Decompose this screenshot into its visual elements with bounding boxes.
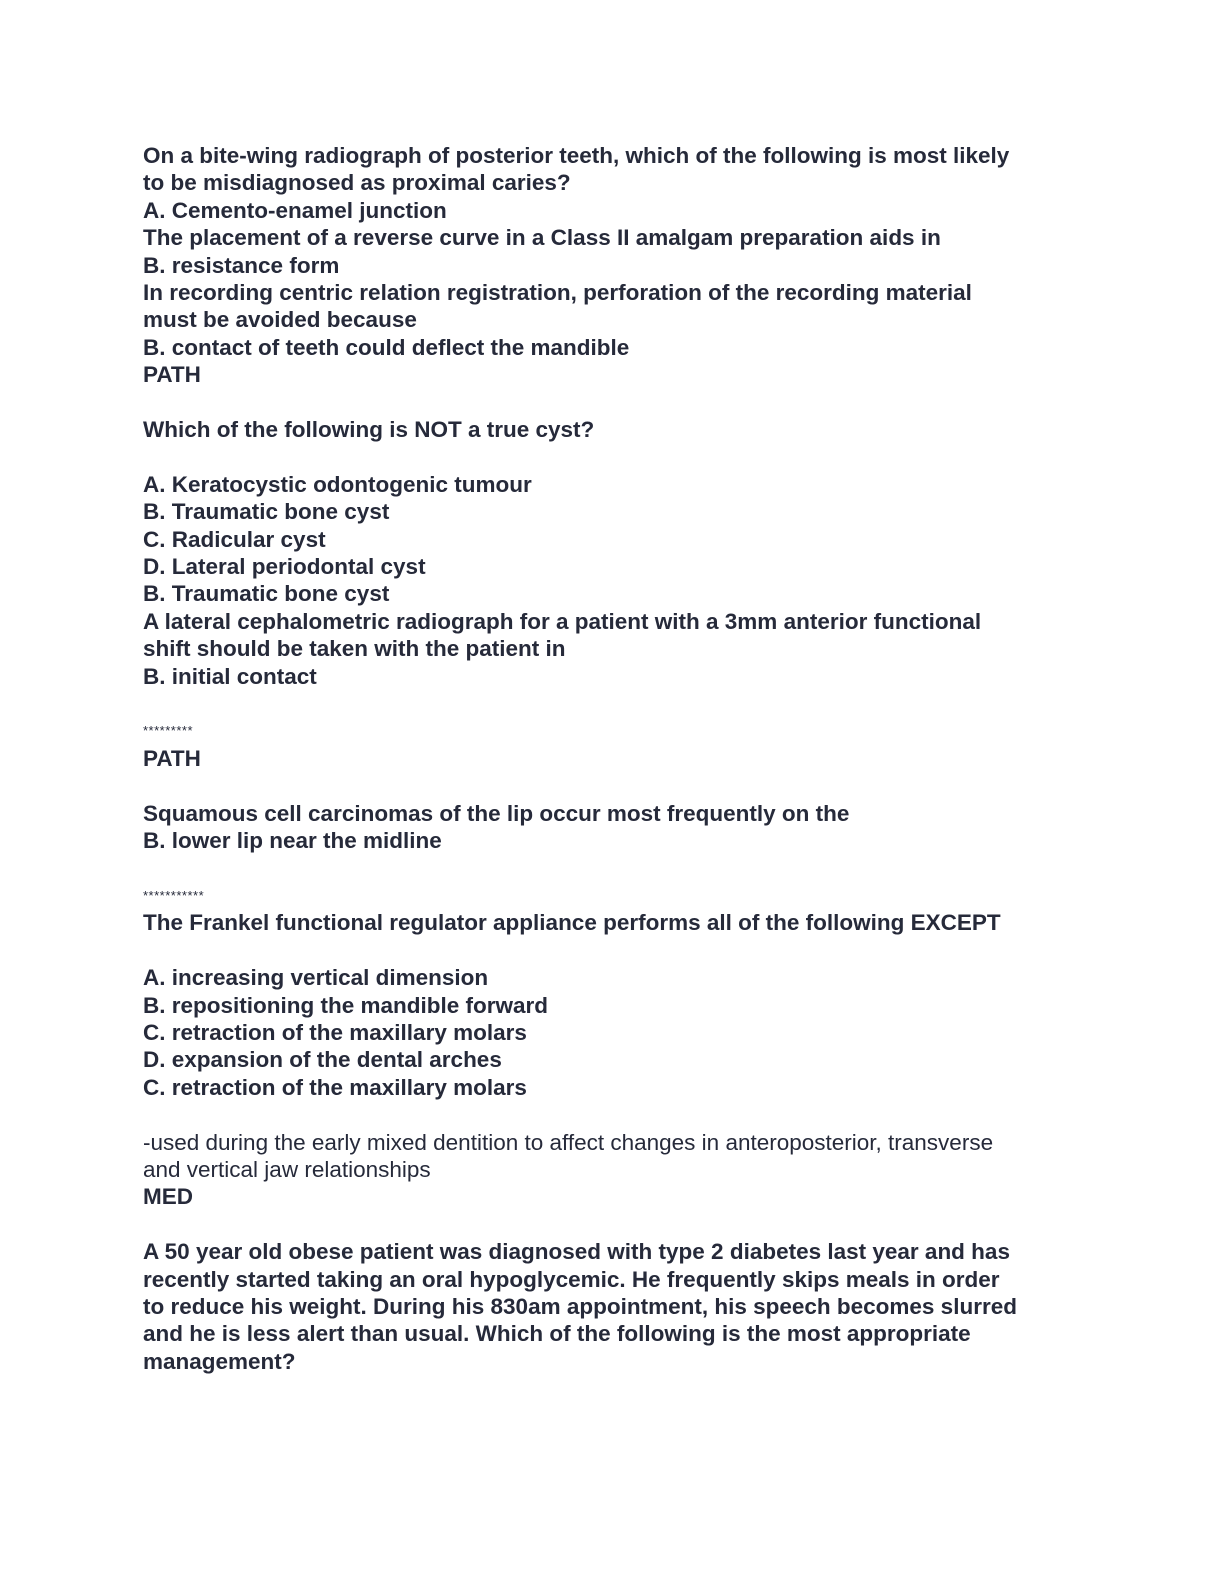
option-text: C. retraction of the maxillary molars: [143, 1019, 527, 1045]
question-text: to be misdiagnosed as proximal caries?: [143, 170, 571, 196]
question-text: The Frankel functional regulator appliance performs all of the following EXCEPT: [143, 910, 1001, 936]
option-text: C. Radicular cyst: [143, 526, 326, 552]
question-text: management?: [143, 1348, 296, 1374]
note-text: and vertical jaw relationships: [143, 1156, 431, 1182]
note-text: -used during the early mixed dentition to affect changes in anteroposterior, transverse: [143, 1129, 994, 1155]
blank-line: [143, 937, 1083, 964]
question-text: Which of the following is NOT a true cyst?: [143, 417, 595, 443]
blank-line: [143, 690, 1083, 717]
blank-line: [143, 1101, 1083, 1128]
option-text: B. repositioning the mandible forward: [143, 992, 549, 1018]
answer-text: B. initial contact: [143, 663, 317, 689]
question-text: recently started taking an oral hypoglycemic. He frequently skips meals in order: [143, 1266, 1000, 1292]
question-text: Squamous cell carcinomas of the lip occur most frequently on the: [143, 800, 850, 826]
answer-text: B. contact of teeth could deflect the mandible: [143, 334, 630, 360]
question-text: shift should be taken with the patient in: [143, 636, 566, 662]
question-text: On a bite-wing radiograph of posterior teeth, which of the following is most likely: [143, 143, 1010, 168]
answer-text: B. lower lip near the midline: [143, 828, 442, 854]
blank-line: [143, 1211, 1083, 1238]
answer-text: B. Traumatic bone cyst: [143, 581, 390, 607]
question-text: to reduce his weight. During his 830am appointment, his speech becomes slurred: [143, 1293, 1017, 1319]
question-text: and he is less alert than usual. Which of the following is the most appropriate: [143, 1321, 971, 1347]
document-page: [143, 142, 1083, 1375]
option-text: B. Traumatic bone cyst: [143, 499, 390, 525]
option-text: A. increasing vertical dimension: [143, 965, 489, 991]
question-text: In recording centric relation registration, perforation of the recording material: [143, 280, 972, 306]
blank-line: [143, 855, 1083, 882]
section-heading: PATH: [143, 745, 201, 771]
answer-text: C. retraction of the maxillary molars: [143, 1074, 527, 1100]
question-text: A 50 year old obese patient was diagnosed with type 2 diabetes last year and has: [143, 1239, 1010, 1265]
option-text: A. Keratocystic odontogenic tumour: [143, 471, 532, 497]
blank-line: [143, 772, 1083, 799]
option-text: D. Lateral periodontal cyst: [143, 554, 426, 580]
separator-stars: ***********: [143, 887, 205, 903]
option-text: D. expansion of the dental arches: [143, 1047, 502, 1073]
question-text: must be avoided because: [143, 307, 417, 333]
separator-stars: *********: [143, 723, 194, 739]
section-heading: PATH: [143, 362, 201, 388]
question-text: The placement of a reverse curve in a Class II amalgam preparation aids in: [143, 225, 941, 251]
blank-line: [143, 389, 1083, 416]
answer-text: A. Cemento-enamel junction: [143, 197, 447, 223]
blank-line: [143, 443, 1083, 470]
answer-text: B. resistance form: [143, 252, 340, 278]
section-heading: MED: [143, 1184, 193, 1210]
question-text: A lateral cephalometric radiograph for a patient with a 3mm anterior functional: [143, 608, 982, 634]
